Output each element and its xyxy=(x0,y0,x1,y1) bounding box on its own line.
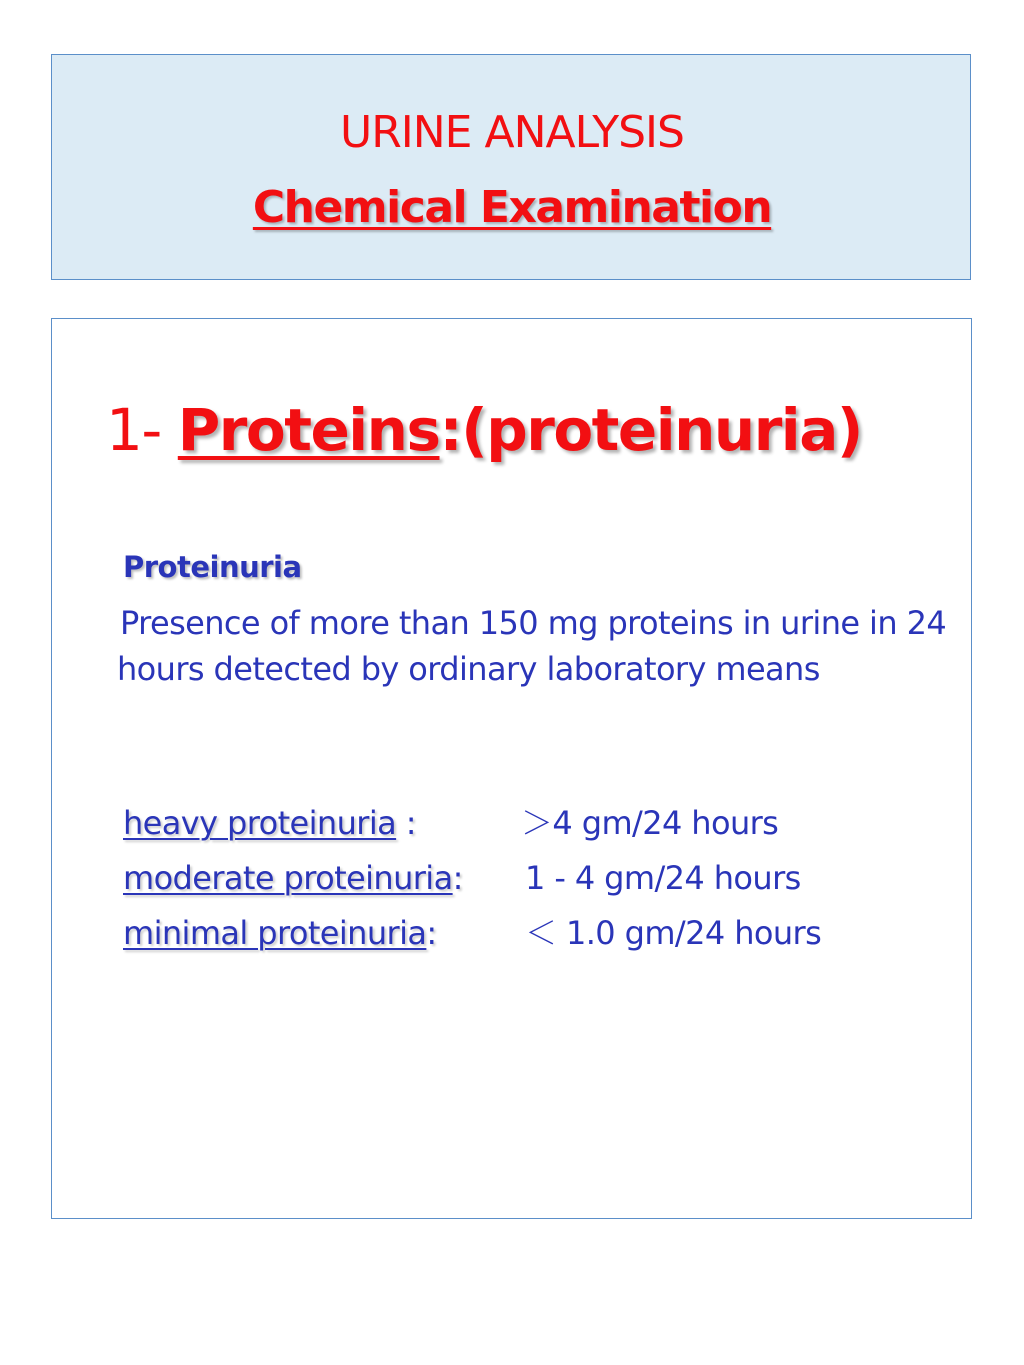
level-name-moderate: moderate proteinuria xyxy=(123,859,453,897)
section-number: 1- xyxy=(106,396,178,464)
level-label-moderate xyxy=(123,855,463,901)
level-name-minimal: minimal proteinuria xyxy=(123,914,427,952)
section-title xyxy=(178,396,862,464)
level-separator-minimal: : xyxy=(426,914,437,952)
proteinuria-levels xyxy=(123,800,953,965)
definition-term: Proteinuria xyxy=(123,550,302,584)
section-title-underlined: Proteins xyxy=(177,396,440,464)
definition-text: Presence of more than 150 mg proteins in urine in 24 hours detected by ordinary laboratory means xyxy=(117,604,947,688)
level-row-heavy xyxy=(123,800,953,855)
level-separator-heavy: : xyxy=(396,804,416,842)
slide-title: URINE ANALYSIS xyxy=(340,107,684,158)
level-label-heavy xyxy=(123,800,416,846)
level-row-moderate xyxy=(123,855,953,910)
level-label-minimal xyxy=(123,910,437,956)
section-heading xyxy=(106,394,862,466)
level-value-heavy: ＞4 gm/24 hours xyxy=(521,804,779,842)
slide-subtitle xyxy=(0,179,1024,237)
section-colon: : xyxy=(439,396,462,464)
title-box xyxy=(51,54,971,280)
level-separator-moderate: : xyxy=(452,859,463,897)
level-value-minimal: ＜ 1.0 gm/24 hours xyxy=(525,914,822,952)
level-value-moderate: 1 - 4 gm/24 hours xyxy=(525,859,801,897)
slide-subtitle-text: Chemical Examination xyxy=(252,182,772,233)
section-subtitle: (proteinuria) xyxy=(461,396,862,464)
level-row-minimal xyxy=(123,910,953,965)
level-name-heavy: heavy proteinuria xyxy=(123,804,397,842)
